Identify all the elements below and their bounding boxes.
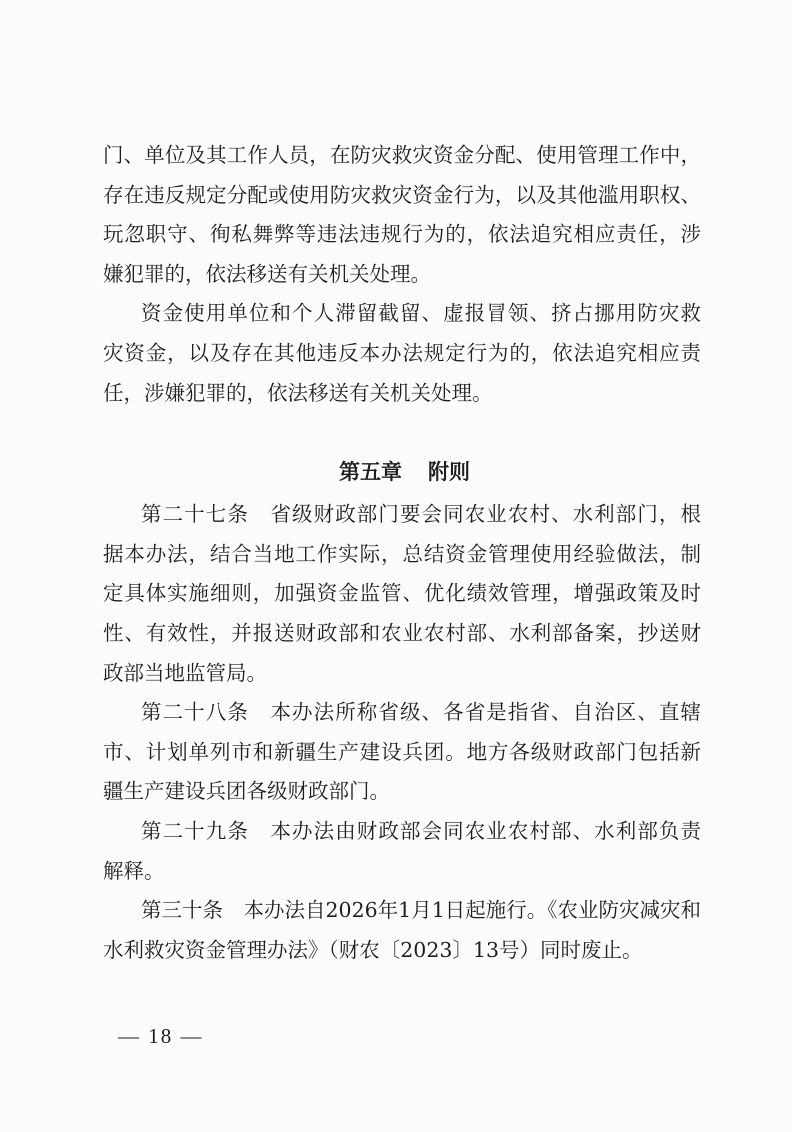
chapter-heading — [103, 449, 701, 495]
paragraph — [103, 693, 701, 812]
chapter-number: 第五章 — [339, 460, 402, 485]
paragraph — [103, 294, 701, 413]
text-line: 政部当地监管局。 — [103, 660, 267, 685]
paragraph — [103, 891, 701, 970]
text-line: 门、单位及其工作人员，在防灾救灾资金分配、使用管理工作中， — [103, 143, 701, 167]
paragraph — [103, 136, 701, 294]
text-line: 疆生产建设兵团各级财政部门。 — [103, 779, 390, 804]
text-line: 第二十七条 省级财政部门要会同农业农村、水利部门，根 — [141, 502, 701, 527]
text-line: 灾资金，以及存在其他违反本办法规定行为的，依法追究相应责 — [103, 340, 701, 365]
text-line: 存在违反规定分配或使用防灾救灾资金行为，以及其他滥用职权、 — [103, 182, 701, 207]
text-line: 解释。 — [103, 858, 165, 883]
page-number: — 18 — — [118, 1024, 204, 1048]
text-line: 资金使用单位和个人滞留截留、虚报冒领、挤占挪用防灾救 — [141, 301, 701, 326]
section-after-chapter — [103, 495, 701, 970]
text-line: 玩忽职守、徇私舞弊等违法违规行为的，依法追究相应责任，涉 — [103, 222, 701, 247]
text-line: 第二十八条 本办法所称省级、各省是指省、自治区、直辖 — [141, 700, 701, 725]
paragraph — [103, 812, 701, 891]
paragraph — [103, 495, 701, 693]
text-line: 定具体实施细则，加强资金监管、优化绩效管理，增强政策及时 — [103, 581, 701, 606]
text-line: 性、有效性，并报送财政部和农业农村部、水利部备案，抄送财 — [103, 620, 701, 645]
text-line: 任，涉嫌犯罪的，依法移送有关机关处理。 — [103, 380, 493, 405]
section-before-chapter — [103, 136, 701, 413]
text-line: 水利救灾资金管理办法》（财农〔2023〕13号）同时废止。 — [103, 937, 643, 962]
text-line: 据本办法，结合当地工作实际，总结资金管理使用经验做法，制 — [103, 541, 701, 566]
text-line: 第二十九条 本办法由财政部会同农业农村部、水利部负责 — [141, 818, 701, 843]
document-body — [103, 136, 701, 970]
text-line: 第三十条 本办法自2026年1月1日起施行。《农业防灾减灾和 — [141, 898, 702, 923]
text-line: 嫌犯罪的，依法移送有关机关处理。 — [103, 261, 431, 286]
chapter-title: 附则 — [428, 460, 470, 485]
text-line: 市、计划单列市和新疆生产建设兵团。地方各级财政部门包括新 — [103, 739, 701, 764]
